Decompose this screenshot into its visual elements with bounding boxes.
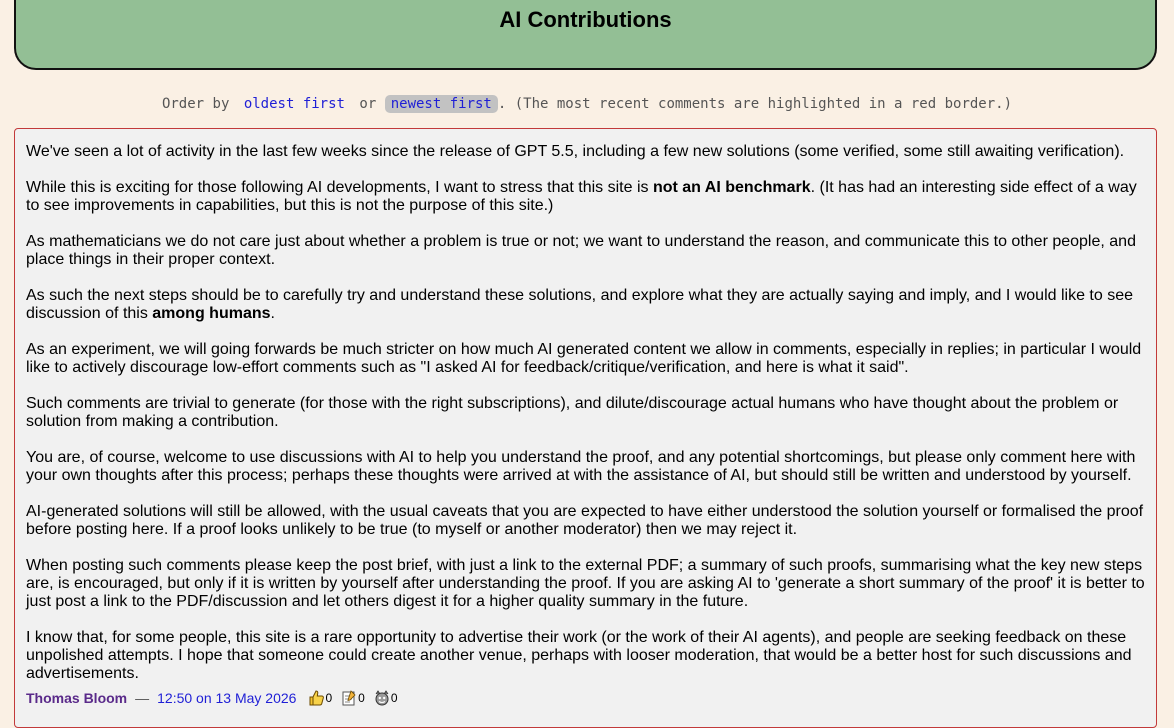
sort-order-bar [0, 96, 1174, 112]
oldest-first-link[interactable]: oldest first [243, 96, 345, 112]
comment-paragraph: You are, of course, welcome to use discussions with AI to help you understand the proof, and any potential shortcomings, but please only comment here with your own thoughts after this process; perhaps these thoughts were arrived at with the assistance of AI, but should still be written and understood by yourself. [26, 449, 1136, 484]
comment-paragraph: As mathematicians we do not care just about whether a problem is true or not; we want to understand the reason, and communicate this to other people, and place things in their proper context. [26, 233, 1136, 268]
comment-text: . (It has had an interesting side effect of a way to see improvements in capabilities, but this is not the purpose of this site.) [26, 179, 1137, 214]
comment-bold-text: not an AI benchmark [652, 179, 811, 196]
comment-bold-text: among humans [152, 305, 271, 322]
comment-paragraph: Such comments are trivial to generate (for those with the right subscriptions), and dilute/discourage actual humans who have thought about the problem or solution from making a contribution. [26, 395, 1119, 430]
comment-paragraph: As an experiment, we will going forwards be much stricter on how much AI generated content we allow in comments, especially in replies; in particular I would like to actively discourage low-effort comments such as "I asked AI for feedback/critique/verification, and here is what it said". [26, 341, 1142, 376]
note-count: 0 [358, 691, 365, 705]
order-prefix: Order by [161, 96, 230, 112]
order-suffix: . (The most recent comments are highlighted in a red border.) [497, 96, 1013, 112]
comment-text: As such the next steps should be to carefully try and understand these solutions, and explore what they are actually saying and imply, and I would like to see discussion of this [26, 287, 1134, 322]
comment-paragraph: We've seen a lot of activity in the last few weeks since the release of GPT 5.5, including a few new solutions (some verified, some still awaiting verification). [26, 143, 1125, 160]
comment-paragraph [26, 179, 1145, 215]
note-reaction[interactable] [341, 690, 365, 706]
page-header [14, 0, 1157, 70]
author-link[interactable]: Thomas Bloom [26, 690, 128, 706]
comment-paragraph [26, 287, 1145, 323]
timestamp-link[interactable]: 12:50 on 13 May 2026 [157, 690, 297, 706]
comment-text: While this is exciting for those following AI developments, I want to stress that this site is [26, 179, 653, 196]
face-icon [374, 690, 390, 706]
page-title: AI Contributions [499, 7, 672, 32]
comment-paragraph: When posting such comments please keep the post brief, with just a link to the external PDF; a summary of such proofs, summarising what the key new steps are, is encouraged, but only if it is written by yourself after understanding the proof. If you are asking AI to 'generate a short summary of the proof' it is better to just post a link to the PDF/discussion and let others digest it for a higher quality summary in the future. [26, 557, 1145, 610]
comment-text: . [270, 305, 275, 322]
comment-card [14, 128, 1157, 728]
note-icon [341, 690, 357, 706]
order-or: or [359, 96, 377, 112]
comment-paragraph: AI-generated solutions will still be allowed, with the usual caveats that you are expected to have either understood the solution yourself or formalised the proof before posting here. If a proof looks unlikely to be true (to myself or another moderator) then we may reject it. [26, 503, 1144, 538]
thumbs-up-reaction[interactable] [308, 690, 332, 706]
comment-meta [26, 690, 407, 706]
face-reaction[interactable] [374, 690, 398, 706]
newest-first-link[interactable]: newest first [385, 95, 498, 113]
thumbs-up-count: 0 [325, 691, 333, 705]
thumbs-up-icon [308, 690, 324, 706]
comment-paragraph: I know that, for some people, this site is a rare opportunity to advertise their work (or the work of their AI agents), and people are seeking feedback on these unpolished attempts. I hope that someone could create another venue, perhaps with looser moderation, that would be a better host for such discussions and advertisements. [26, 629, 1132, 682]
meta-separator: — [135, 690, 150, 706]
face-count: 0 [390, 691, 398, 705]
